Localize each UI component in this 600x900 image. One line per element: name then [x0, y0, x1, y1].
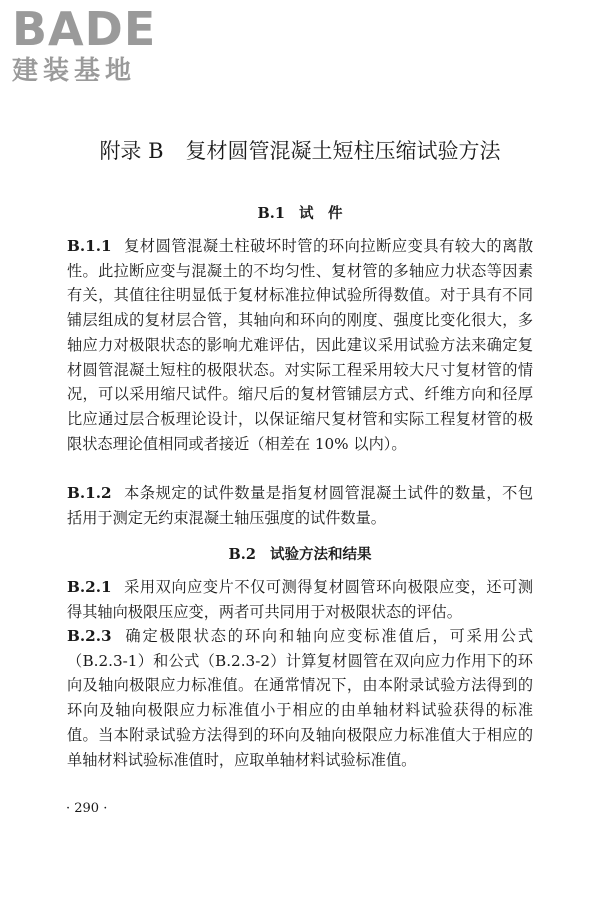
- clause-text: 复材圆管混凝土柱破坏时管的环向拉断应变具有较大的离散性。此拉断应变与混凝土的不均匀性、复材管的多轴应力状态等因素有关，其值往往明显低于复材标准拉伸试验所得数值。对于具有不同铺层组成的复材层合管，其轴向和环向的刚度、强度比变化很大，多轴应力对极限状态的影响尤难评估，因此建议采用试验方法来确定复材圆管混凝土短柱的极限状态。对实际工程采用较大尺寸复材管的情况，可以采用缩尺试件。缩尺后的复材管铺层方式、纤维方向和径厚比应通过层合板理论设计，以保证缩尺复材管和实际工程复材管的极限状态理论值相同或者接近（相差在 10% 以内）。: [67, 237, 533, 453]
- clause-text: 确定极限状态的环向和轴向应变标准值后，可采用公式（B.2.3-1）和公式（B.2.3-2）计算复材圆管在双向应力作用下的环向及轴向极限应力标准值。在通常情况下，由本附录试验方法得到的环向及轴向极限应力标准值小于相应的由单轴材料试验获得的标准值。当本附录试验方法得到的环向及轴向极限应力标准值大于相应的单轴材料试验标准值时，应取单轴材料试验标准值。: [67, 627, 533, 769]
- section-number: B.2: [228, 546, 256, 563]
- logo-wordmark: BADE: [12, 2, 157, 56]
- section-heading-b2: [0, 545, 600, 565]
- section-number: B.1: [257, 205, 285, 222]
- clause-number: B.2.1: [67, 578, 112, 596]
- clause-number: B.2.3: [67, 627, 112, 645]
- clause-b-1-1: [67, 234, 533, 456]
- appendix-name: 复材圆管混凝土短柱压缩试验方法: [185, 139, 501, 163]
- appendix-title: [0, 136, 600, 166]
- clause-b-1-2: [67, 481, 533, 530]
- clause-text: 采用双向应变片不仅可测得复材圆管环向极限应变，还可测得其轴向极限压应变，两者可共同用于对极限状态的评估。: [67, 578, 533, 621]
- clause-number: B.1.2: [67, 484, 112, 502]
- section-name: 试验方法和结果: [269, 546, 372, 563]
- section-heading-b1: [0, 204, 600, 224]
- logo-chinese-name: 建装基地: [12, 56, 137, 86]
- clause-b-2-3: [67, 624, 533, 772]
- appendix-label: 附录 B: [99, 139, 164, 163]
- clause-number: B.1.1: [67, 237, 112, 255]
- bade-logo: [12, 4, 182, 86]
- clause-text: 本条规定的试件数量是指复材圆管混凝土试件的数量，不包括用于测定无约束混凝土轴压强度的试件数量。: [67, 484, 533, 527]
- section-name: 试 件: [298, 205, 343, 222]
- clause-b-2-1: [67, 575, 533, 624]
- page-number: · 290 ·: [66, 801, 108, 816]
